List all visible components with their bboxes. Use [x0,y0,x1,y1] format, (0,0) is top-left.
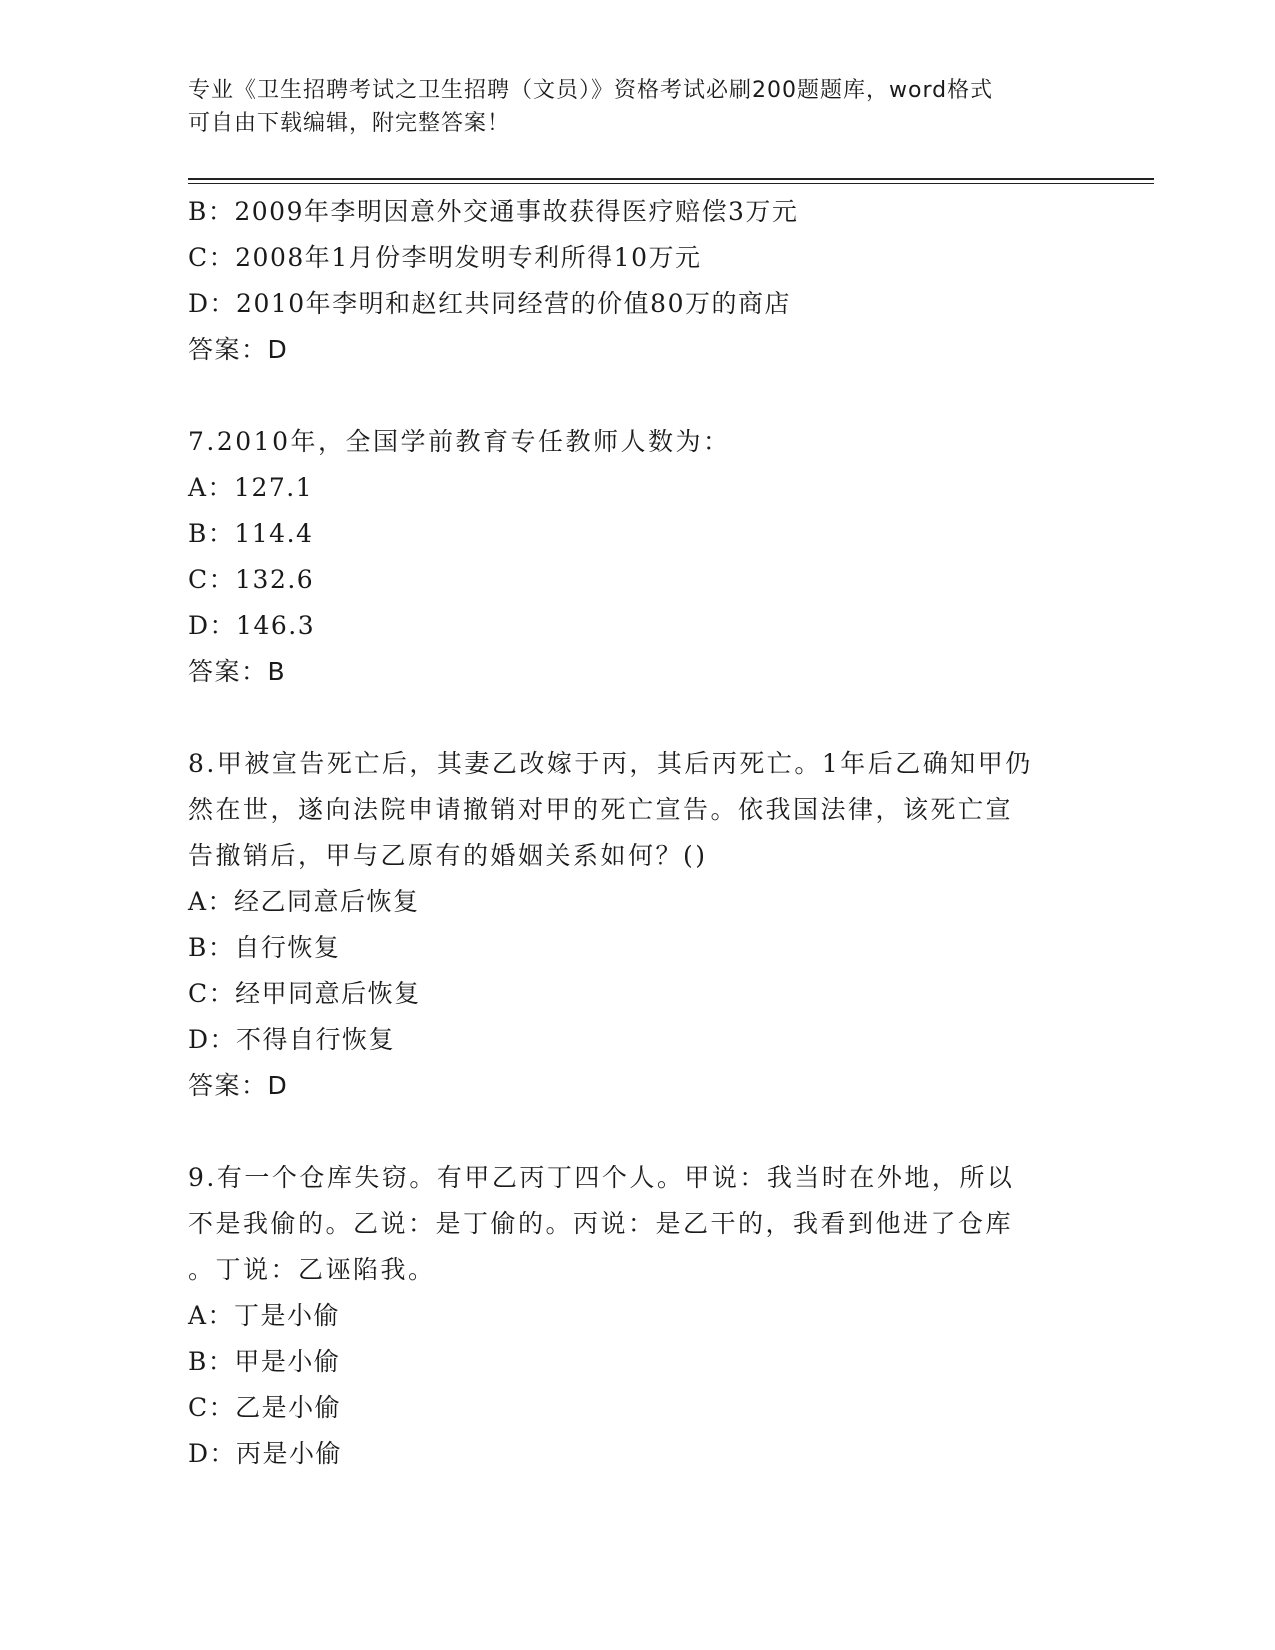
option-d: D：丙是小偷 [188,1439,343,1468]
header-rule-thin [188,183,1154,184]
answer-line: 答案：D [188,1071,289,1100]
spacer [188,373,1088,419]
option-b: B：自行恢复 [188,933,341,962]
option-d: D：146.3 [188,611,316,640]
option-c: C：经甲同意后恢复 [188,979,421,1008]
question-stem-line: 9.有一个仓库失窃。有甲乙丙丁四个人。甲说：我当时在外地，所以 [188,1163,1015,1192]
option-b: B：114.4 [188,519,314,548]
option-d: D：不得自行恢复 [188,1025,396,1054]
answer-line: 答案：D [188,335,289,364]
question-9 [188,1155,1088,1477]
option-b: B：甲是小偷 [188,1347,341,1376]
option-a: A：经乙同意后恢复 [188,887,420,916]
question-stem-line: 。丁说：乙诬陷我。 [188,1255,436,1284]
document-header [188,74,1088,140]
answer-line: 答案：B [188,657,287,686]
question-stem-line: 然在世，遂向法院申请撤销对甲的死亡宣告。依我国法律，该死亡宣 [188,795,1014,824]
question-stem-line: 不是我偷的。乙说：是丁偷的。丙说：是乙干的，我看到他进了仓库 [188,1209,1014,1238]
option-c: C：132.6 [188,565,315,594]
option-b: B：2009年李明因意外交通事故获得医疗赔偿3万元 [188,197,799,226]
header-title-line2: 可自由下载编辑，附完整答案！ [188,111,511,136]
spacer [188,1109,1088,1155]
header-title-line1: 专业《卫生招聘考试之卫生招聘（文员）》资格考试必刷200题题库，word格式 [188,78,994,103]
option-a: A：丁是小偷 [188,1301,341,1330]
question-stem: 7.2010年，全国学前教育专任教师人数为： [188,427,731,456]
option-c: C：2008年1月份李明发明专利所得10万元 [188,243,702,272]
question-stem-line: 告撤销后，甲与乙原有的婚姻关系如何？() [188,841,708,870]
option-c: C：乙是小偷 [188,1393,342,1422]
header-rule-thick [188,178,1154,180]
question-7 [188,419,1088,695]
spacer [188,695,1088,741]
question-content [188,189,1088,1477]
option-a: A：127.1 [188,473,314,502]
prev-question [188,189,1088,373]
option-d: D：2010年李明和赵红共同经营的价值80万的商店 [188,289,791,318]
question-stem-line: 8.甲被宣告死亡后，其妻乙改嫁于丙，其后丙死亡。1年后乙确知甲仍 [188,749,1033,778]
question-8 [188,741,1088,1109]
